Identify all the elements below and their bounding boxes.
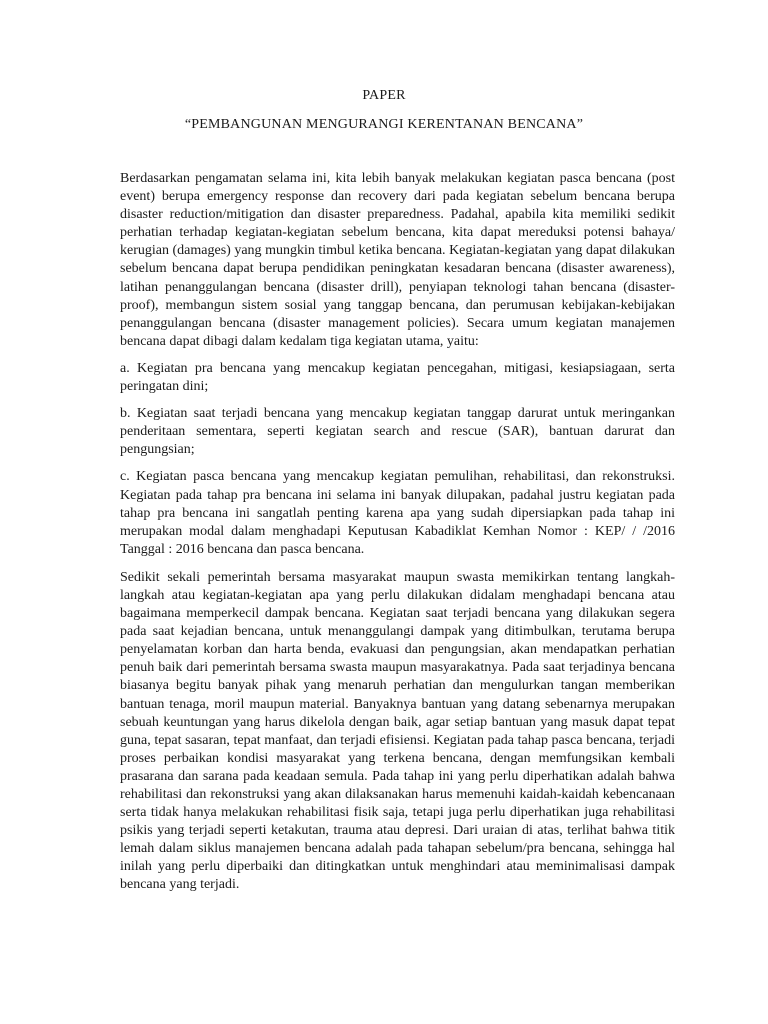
document-title: “PEMBANGUNAN MENGURANGI KERENTANAN BENCANA” [184,117,584,132]
paragraph-item-b: b. Kegiatan saat terjadi bencana yang mencakup kegiatan tanggap darurat untuk meringankan penderitaan sementara, seperti kegiatan search and rescue (SAR), bantuan darurat dan pengungsian; [120,406,675,458]
paragraph-discussion: Sedikit sekali pemerintah bersama masyarakat maupun swasta memikirkan tentang langkah-langkah atau kegiatan-kegiatan apa yang perlu dilakukan didalam menghadapi bencana atau bagaimana memperkecil dampak bencana. Kegiatan saat terjadi bencana yang dilakukan segera pada saat kejadian bencana, untuk menanggulangi dampak yang ditimbulkan, terutama berupa penyelamatan korban dan harta benda, evakuasi dan pengungsian, akan mendapatkan perhatian penuh baik dari pemerintah bersama swasta maupun masyarakatnya. Pada saat terjadinya bencana biasanya begitu banyak pihak yang menaruh perhatian dan mengulurkan tangan memberikan bantuan tenaga, moril maupun material. Banyaknya bantuan yang datang sebenarnya merupakan sebuah keuntungan yang harus dikelola dengan baik, agar setiap bantuan yang masuk dapat tepat guna, tepat sasaran, tepat manfaat, dan terjadi efisiensi. Kegiatan pada tahap pasca bencana, terjadi proses perbaikan kondisi masyarakat yang terkena bencana, dengan memfungsikan kembali prasarana dan sarana pada keadaan semula. Pada tahap ini yang perlu diperhatikan adalah bahwa rehabilitasi dan rekonstruksi yang akan dilaksanakan harus memenuhi kaidah-kaidah kebencanaan serta tidak hanya melakukan rehabilitasi fisik saja, tetapi juga perlu diperhatikan juga rehabilitasi psikis yang terjadi seperti ketakutan, trauma atau depresi. Dari uraian di atas, terlihat bahwa titik lemah dalam siklus manajemen bencana adalah pada tahapan sebelum/pra bencana, sehingga hal inilah yang perlu diperbaiki dan ditingkatkan untuk menghindari atau meminimalisasi dampak bencana yang terjadi. [120,569,675,893]
paragraph-intro: Berdasarkan pengamatan selama ini, kita lebih banyak melakukan kegiatan pasca bencana (post event) berupa emergency response dan recovery dari pada kegiatan sebelum bencana berupa disaster reduction/mitigation dan disaster preparedness. Padahal, apabila kita memiliki sedikit perhatian terhadap kegiatan-kegiatan sebelum bencana, kita dapat mereduksi potensi bahaya/ kerugian (damages) yang mungkin timbul ketika bencana. Kegiatan-kegiatan yang dapat dilakukan sebelum bencana dapat berupa pendidikan peningkatan kesadaran bencana (disaster awareness), latihan penanggulangan bencana (disaster drill), penyiapan teknologi tahan bencana (disaster-proof), membangun sistem sosial yang tanggap bencana, dan perumusan kebijakan-kebijakan penanggulangan bencana (disaster management policies). Secara umum kegiatan manajemen bencana dapat dibagi dalam kedalam tiga kegiatan utama, yaitu: [120,171,675,349]
paragraph-item-a: a. Kegiatan pra bencana yang mencakup kegiatan pencegahan, mitigasi, kesiapsiagaan, serta peringatan dini; [120,360,675,395]
document-body [120,170,675,895]
paragraph-item-c: c. Kegiatan pasca bencana yang mencakup kegiatan pemulihan, rehabilitasi, dan rekonstruksi. Kegiatan pada tahap pra bencana ini selama ini banyak dilupakan, padahal justru kegiatan pada tahap pra bencana ini sangatlah penting karena apa yang sudah dipersiapkan pada tahap ini merupakan modal dalam menghadapi Keputusan Kabadiklat Kemhan Nomor : KEP/ / /2016 Tanggal : 2016 bencana dan pasca bencana. [120,469,675,557]
document-label: PAPER [362,88,406,103]
